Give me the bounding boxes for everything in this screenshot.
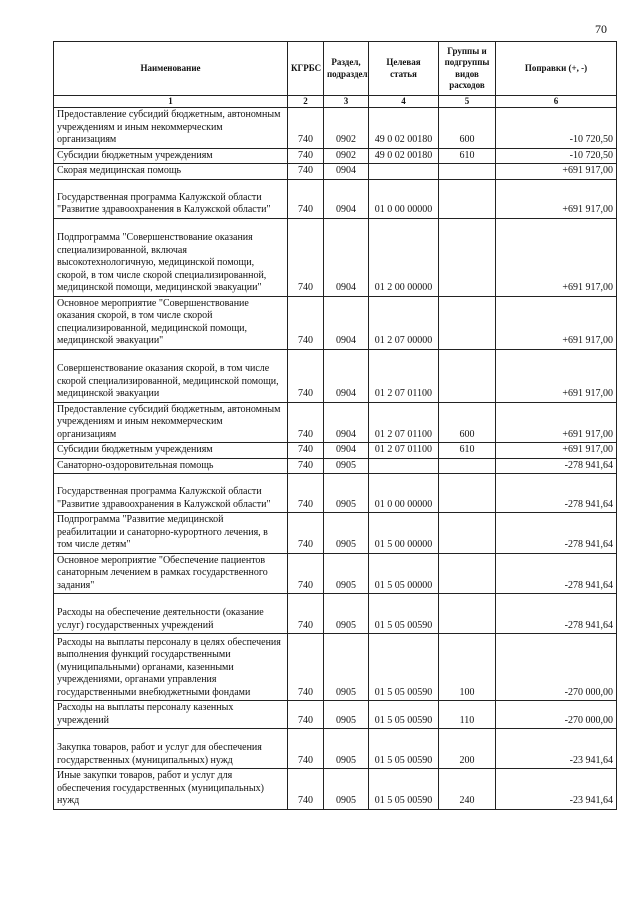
cell-kgrbs: 740 <box>288 164 324 180</box>
table-row <box>54 164 617 180</box>
cell-name: Расходы на выплаты персоналу казенных учреждений <box>54 701 288 729</box>
cell-amount: -23 941,64 <box>496 729 617 769</box>
cell-section: 0905 <box>324 513 369 554</box>
cell-kgrbs: 740 <box>288 634 324 701</box>
table-row <box>54 634 617 701</box>
cell-target <box>369 458 439 474</box>
header-kgrbs: КГРБС <box>288 42 324 96</box>
cell-target: 01 2 07 01100 <box>369 443 439 459</box>
cell-group: 200 <box>439 729 496 769</box>
cell-section: 0905 <box>324 474 369 513</box>
cell-name: Основное мероприятие "Совершенствование оказания скорой, в том числе скорой специализированной, медицинской помощи, медицинской эвакуации" <box>54 296 288 349</box>
cell-group: 100 <box>439 634 496 701</box>
table-row <box>54 474 617 513</box>
cell-kgrbs: 740 <box>288 513 324 554</box>
table-row <box>54 458 617 474</box>
column-number: 4 <box>369 96 439 108</box>
table-row <box>54 513 617 554</box>
column-number: 6 <box>496 96 617 108</box>
column-number: 5 <box>439 96 496 108</box>
cell-group <box>439 349 496 402</box>
cell-amount: +691 917,00 <box>496 296 617 349</box>
cell-target: 49 0 02 00180 <box>369 108 439 149</box>
header-groups: Группы и подгруппы видов расходов <box>439 42 496 96</box>
cell-name: Закупка товаров, работ и услуг для обеспечения государственных (муниципальных) нужд <box>54 729 288 769</box>
cell-group <box>439 553 496 594</box>
cell-target: 01 5 05 00590 <box>369 594 439 634</box>
header-section: Раздел, подраздел <box>324 42 369 96</box>
header-row <box>54 42 617 96</box>
cell-group: 610 <box>439 443 496 459</box>
table-row <box>54 701 617 729</box>
cell-name: Подпрограмма "Совершенствование оказания специализированной, включая высокотехнологичную, медицинской помощи, скорой, в том числе скорой специализированной, медицинской помощи, медицинской эвакуации" <box>54 218 288 296</box>
cell-target: 01 2 07 01100 <box>369 349 439 402</box>
header-target: Целевая статья <box>369 42 439 96</box>
table-row <box>54 218 617 296</box>
cell-group <box>439 513 496 554</box>
cell-section: 0904 <box>324 443 369 459</box>
cell-kgrbs: 740 <box>288 349 324 402</box>
cell-name: Государственная программа Калужской области "Развитие здравоохранения в Калужской области" <box>54 179 288 218</box>
table-row <box>54 443 617 459</box>
cell-group <box>439 458 496 474</box>
cell-name: Субсидии бюджетным учреждениям <box>54 148 288 164</box>
cell-name: Совершенствование оказания скорой, в том числе скорой специализированной, медицинской помощи, медицинской эвакуации <box>54 349 288 402</box>
cell-section: 0904 <box>324 164 369 180</box>
cell-kgrbs: 740 <box>288 594 324 634</box>
cell-name: Расходы на обеспечение деятельности (оказание услуг) государственных учреждений <box>54 594 288 634</box>
cell-target: 01 2 07 01100 <box>369 402 439 443</box>
column-number: 2 <box>288 96 324 108</box>
cell-group <box>439 164 496 180</box>
cell-section: 0904 <box>324 349 369 402</box>
cell-target: 01 2 00 00000 <box>369 218 439 296</box>
cell-section: 0905 <box>324 458 369 474</box>
cell-target: 01 5 05 00590 <box>369 769 439 810</box>
cell-group <box>439 594 496 634</box>
cell-amount: -278 941,64 <box>496 458 617 474</box>
cell-kgrbs: 740 <box>288 296 324 349</box>
cell-section: 0905 <box>324 701 369 729</box>
cell-name: Предоставление субсидий бюджетным, автономным учреждениям и иным некоммерческим организациям <box>54 108 288 149</box>
cell-section: 0905 <box>324 769 369 810</box>
cell-amount: -270 000,00 <box>496 634 617 701</box>
cell-target: 01 5 05 00590 <box>369 634 439 701</box>
cell-amount: -270 000,00 <box>496 701 617 729</box>
cell-target: 01 2 07 00000 <box>369 296 439 349</box>
cell-kgrbs: 740 <box>288 108 324 149</box>
cell-kgrbs: 740 <box>288 443 324 459</box>
cell-kgrbs: 740 <box>288 458 324 474</box>
cell-target <box>369 164 439 180</box>
cell-amount: -10 720,50 <box>496 108 617 149</box>
budget-amendments-table <box>53 41 617 810</box>
header-amendments: Поправки (+, -) <box>496 42 617 96</box>
column-number: 3 <box>324 96 369 108</box>
cell-section: 0904 <box>324 296 369 349</box>
table-row <box>54 179 617 218</box>
cell-kgrbs: 740 <box>288 729 324 769</box>
cell-name: Иные закупки товаров, работ и услуг для обеспечения государственных (муниципальных) нужд <box>54 769 288 810</box>
cell-section: 0904 <box>324 402 369 443</box>
cell-name: Основное мероприятие "Обеспечение пациентов санаторным лечением в рамках государственного задания" <box>54 553 288 594</box>
cell-group <box>439 296 496 349</box>
table-row <box>54 729 617 769</box>
cell-amount: -278 941,64 <box>496 513 617 554</box>
cell-group <box>439 218 496 296</box>
cell-amount: +691 917,00 <box>496 402 617 443</box>
cell-amount: -278 941,64 <box>496 594 617 634</box>
cell-amount: -10 720,50 <box>496 148 617 164</box>
cell-section: 0905 <box>324 553 369 594</box>
cell-kgrbs: 740 <box>288 218 324 296</box>
cell-amount: +691 917,00 <box>496 164 617 180</box>
column-number-row <box>54 96 617 108</box>
cell-name: Субсидии бюджетным учреждениям <box>54 443 288 459</box>
table-row <box>54 402 617 443</box>
cell-kgrbs: 740 <box>288 701 324 729</box>
cell-amount: +691 917,00 <box>496 218 617 296</box>
cell-name: Государственная программа Калужской области "Развитие здравоохранения в Калужской области" <box>54 474 288 513</box>
cell-amount: -278 941,64 <box>496 553 617 594</box>
table-row <box>54 108 617 149</box>
cell-amount: -23 941,64 <box>496 769 617 810</box>
cell-name: Расходы на выплаты персоналу в целях обеспечения выполнения функций государственными (муниципальными) органами, казенными учреждениями, органами управления государственными внебюджетными фондами <box>54 634 288 701</box>
cell-section: 0905 <box>324 594 369 634</box>
cell-amount: +691 917,00 <box>496 443 617 459</box>
column-number: 1 <box>54 96 288 108</box>
cell-target: 01 5 05 00590 <box>369 729 439 769</box>
cell-name: Предоставление субсидий бюджетным, автономным учреждениям и иным некоммерческим организациям <box>54 402 288 443</box>
cell-kgrbs: 740 <box>288 179 324 218</box>
table-row <box>54 349 617 402</box>
cell-name: Санаторно-оздоровительная помощь <box>54 458 288 474</box>
cell-name: Подпрограмма "Развитие медицинской реабилитации и санаторно-курортного лечения, в том числе детям" <box>54 513 288 554</box>
table-row <box>54 553 617 594</box>
table-body <box>54 108 617 810</box>
cell-group: 610 <box>439 148 496 164</box>
table-row <box>54 296 617 349</box>
table-row <box>54 148 617 164</box>
cell-target: 01 5 05 00000 <box>369 553 439 594</box>
cell-section: 0902 <box>324 148 369 164</box>
cell-group: 110 <box>439 701 496 729</box>
cell-section: 0905 <box>324 634 369 701</box>
cell-section: 0905 <box>324 729 369 769</box>
cell-section: 0904 <box>324 218 369 296</box>
cell-section: 0904 <box>324 179 369 218</box>
header-name: Наименование <box>54 42 288 96</box>
cell-section: 0902 <box>324 108 369 149</box>
cell-group: 600 <box>439 108 496 149</box>
cell-target: 01 0 00 00000 <box>369 474 439 513</box>
cell-target: 01 5 05 00590 <box>369 701 439 729</box>
cell-group: 600 <box>439 402 496 443</box>
cell-group <box>439 474 496 513</box>
table-row <box>54 594 617 634</box>
cell-target: 49 0 02 00180 <box>369 148 439 164</box>
cell-amount: +691 917,00 <box>496 179 617 218</box>
cell-kgrbs: 740 <box>288 148 324 164</box>
cell-amount: -278 941,64 <box>496 474 617 513</box>
cell-amount: +691 917,00 <box>496 349 617 402</box>
cell-kgrbs: 740 <box>288 769 324 810</box>
cell-target: 01 5 00 00000 <box>369 513 439 554</box>
page-number: 70 <box>595 22 607 36</box>
cell-kgrbs: 740 <box>288 553 324 594</box>
cell-kgrbs: 740 <box>288 402 324 443</box>
cell-group <box>439 179 496 218</box>
cell-target: 01 0 00 00000 <box>369 179 439 218</box>
table-row <box>54 769 617 810</box>
cell-kgrbs: 740 <box>288 474 324 513</box>
cell-name: Скорая медицинская помощь <box>54 164 288 180</box>
cell-group: 240 <box>439 769 496 810</box>
